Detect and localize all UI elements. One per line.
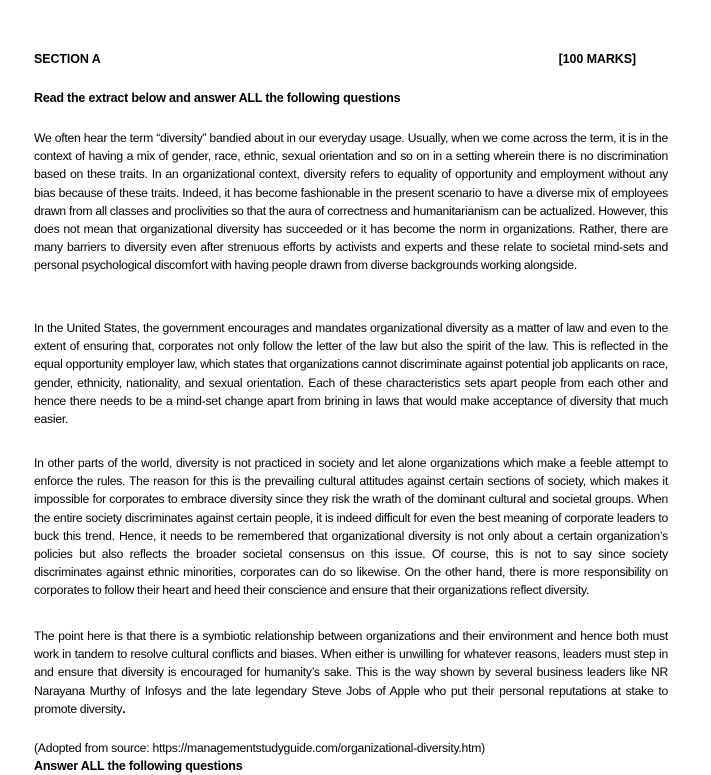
paragraph-1: We often hear the term “diversity” bandied about in our everyday usage. Usually, when we come across the term, it is in the context of having a mix of gender, race, ethnic, sexual orientation and so on in a setting wherein there is no discrimination based on these traits. In an organizational context, diversity refers to equality of opportunity and employment without any bias because of these traits. Indeed, it has become fashionable in the present scenario to have a diverse mix of employees drawn from all classes and proclivities so that the aura of correctness and humanitarianism can be actualized. However, this does not mean that organizational diversity has succeeded or it has become the norm in organizations. Rather, there are many barriers to diversity even after strenuous efforts by activists and experts and these relate to societal mind-sets and personal psychological discomfort with having people drawn from diverse backgrounds working alongside. (34, 131, 668, 273)
paragraph-4-end-mark: . (122, 701, 126, 716)
source-citation: (Adopted from source: https://managementstudyguide.com/organizational-diversity.htm) (34, 741, 485, 755)
instruction-heading: Read the extract below and answer ALL the following questions (34, 91, 401, 105)
paragraph-4 (34, 627, 668, 718)
section-header (34, 52, 636, 66)
paragraph-3: In other parts of the world, diversity is not practiced in society and let alone organizations which make a feeble attempt to enforce the rules. The reason for this is the prevailing cultural attitudes against certain sections of society, which makes it impossible for corporates to embrace diversity since they risk the wrath of the dominant cultural and societal groups. When the entire society discriminates against certain people, it is indeed difficult for even the best meaning of corporate leaders to buck this trend. Hence, it needs to be remembered that organizational diversity is not only about a certain organization’s policies but also reflects the broader societal consensus on this issue. Of course, this is not to say since society discriminates against ethnic minorities, corporates can do so likewise. On the other hand, there is more responsibility on corporates to follow their heart and heed their conscience and ensure that their organizations reflect diversity. (34, 456, 668, 598)
document-page (34, 0, 668, 775)
answer-all-heading: Answer ALL the following questions (34, 759, 243, 773)
paragraph-2: In the United States, the government encourages and mandates organizational diversity as a matter of law and even to the extent of ensuring that, corporates not only follow the letter of the law but also the spirit of the law. This is reflected in the equal opportunity employer law, which states that organizations cannot discriminate against potential job applicants on race, gender, ethnicity, nationality, and sexual orientation. Each of these characteristics sets apart people from each other and hence there needs to be a mind-set change apart from brining in laws that would make acceptance of diversity that much easier. (34, 321, 668, 427)
paragraph-4-text: The point here is that there is a symbiotic relationship between organizations and their environment and hence both must work in tandem to resolve cultural conflicts and biases. When either is unwilling for whatever reasons, leaders must step in and ensure that diversity is encouraged for humanity’s sake. This is the way shown by several business leaders like NR Narayana Murthy of Infosys and the late legendary Steve Jobs of Apple who put their personal reputations at stake to promote diversity (34, 629, 668, 716)
section-marks: [100 MARKS] (558, 52, 636, 66)
section-title: SECTION A (34, 52, 101, 66)
